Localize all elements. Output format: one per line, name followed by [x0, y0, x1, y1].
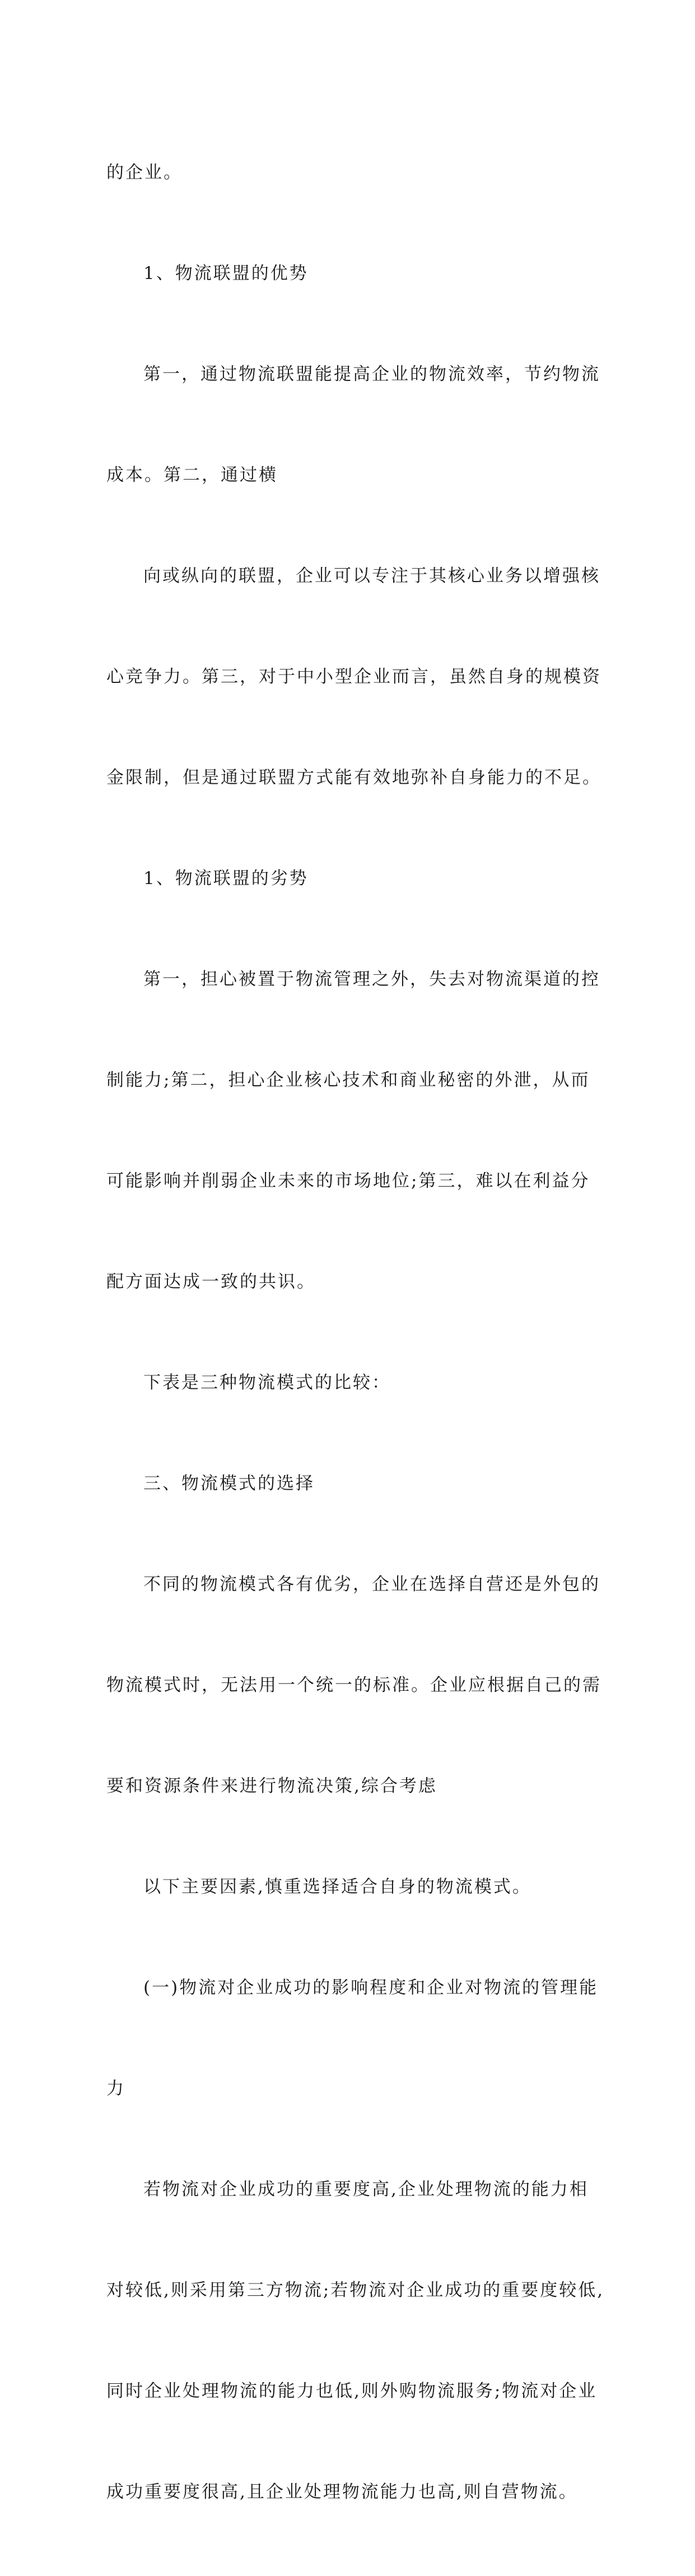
document-body — [106, 89, 605, 2576]
text-line: 同时企业处理物流的能力也低,则外购物流服务;物流对企业 — [106, 2381, 598, 2401]
section-heading-continuation: 力 — [106, 2079, 125, 2099]
section-heading: (一)物流对企业成功的影响程度和企业对物流的管理能 — [143, 1978, 599, 1998]
text-line: 对较低,则采用第三方物流;若物流对企业成功的重要度较低, — [106, 2280, 605, 2300]
section-heading: 1、物流联盟的劣势 — [143, 868, 309, 889]
text-line: 金限制，但是通过联盟方式能有效地弥补自身能力的不足。 — [106, 768, 601, 788]
text-line: 第一，担心被置于物流管理之外，失去对物流渠道的控 — [143, 969, 600, 989]
text-line: 向或纵向的联盟，企业可以专注于其核心业务以增强核 — [143, 566, 600, 586]
text-line: 配方面达成一致的共识。 — [106, 1272, 316, 1292]
section-heading: 1、物流联盟的优势 — [143, 263, 309, 283]
text-line: 成本。第二，通过横 — [106, 465, 278, 485]
text-line: 第一，通过物流联盟能提高企业的物流效率，节约物流 — [143, 364, 600, 384]
text-line: 制能力;第二，担心企业核心技术和商业秘密的外泄，从而 — [106, 1070, 590, 1090]
text-line: 成功重要度很高,且企业处理物流能力也高,则自营物流。 — [106, 2482, 578, 2502]
text-line: 心竞争力。第三，对于中小型企业而言，虽然自身的规模资 — [106, 667, 601, 687]
text-line: 可能影响并削弱企业未来的市场地位;第三，难以在利益分 — [106, 1171, 590, 1191]
text-line: 的企业。 — [106, 162, 183, 183]
text-line: 要和资源条件来进行物流决策,综合考虑 — [106, 1776, 437, 1796]
section-heading: 三、物流模式的选择 — [143, 1473, 315, 1494]
text-line: 若物流对企业成功的重要度高,企业处理物流的能力相 — [143, 2179, 589, 2200]
text-line: 以下主要因素,慎重选择适合自身的物流模式。 — [143, 1877, 531, 1897]
text-line: 不同的物流模式各有优劣，企业在选择自营还是外包的 — [143, 1574, 600, 1594]
text-line: 下表是三种物流模式的比较： — [143, 1373, 391, 1393]
text-line: 物流模式时，无法用一个统一的标准。企业应根据自己的需 — [106, 1675, 601, 1695]
